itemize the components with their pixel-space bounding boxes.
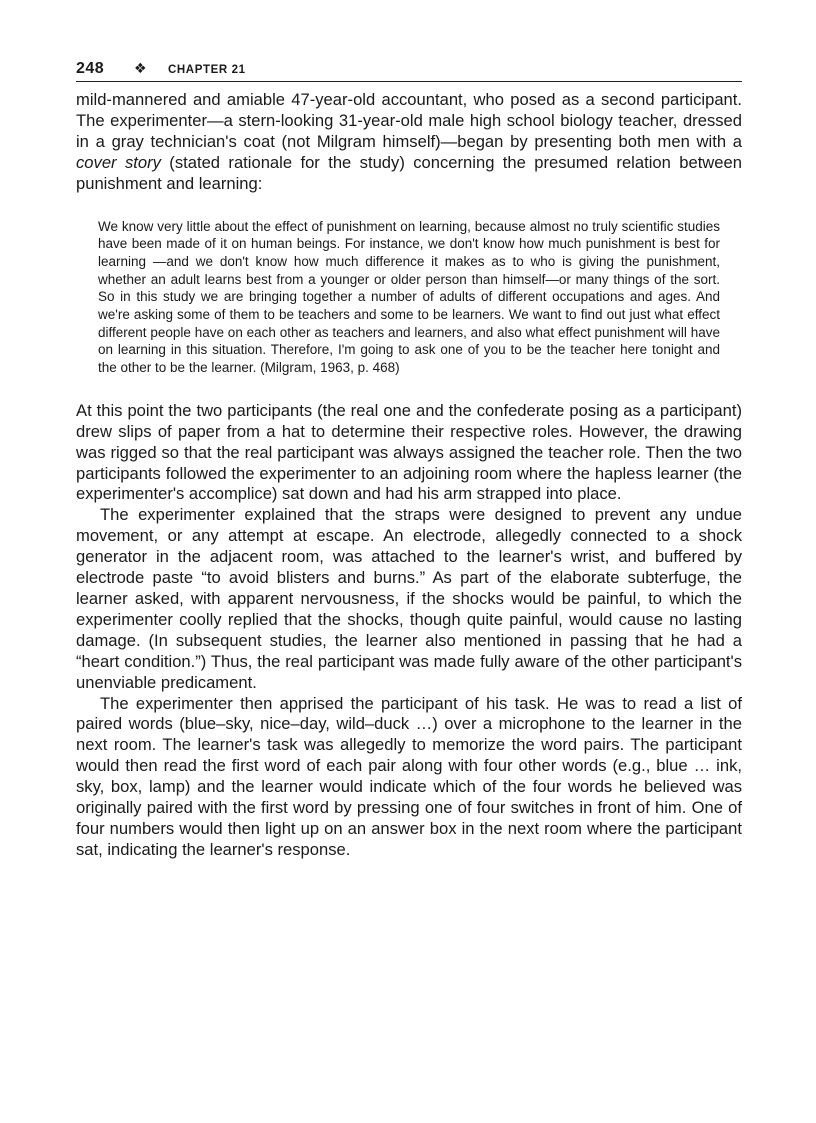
paragraph-3: The experimenter then apprised the participant of his task. He was to read a list of paired words (blue–sky, nice–day, wild–duck …) over a microphone to the learner in the next room. The learner's task was allegedly to memorize the word pairs. The participant would then read the first word of each pair along with four other words (e.g., blue … ink, sky, box, lamp) and the learner would indicate which of the four words he believed was originally paired with the first word by pressing one of four switches in front of him. One of four numbers would then light up on an answer box in the next room where the participant sat, indicating the learner's response. (76, 693, 742, 859)
intro-text-1: mild-mannered and amiable 47-year-old accountant, who posed as a second participant. The experimenter—a stern-looking 31-year-old male high school biology teacher, dressed in a gray technician's coat (not Milgram himself)—began by presenting both men with a (76, 90, 742, 151)
page (76, 60, 742, 861)
intro-paragraph (76, 90, 742, 195)
cover-story-term: cover story (76, 152, 161, 172)
page-number: 248 (76, 60, 105, 77)
paragraph-1: At this point the two participants (the real one and the confederate posing as a participant) drew slips of paper from a hat to determine their respective roles. However, the drawing was rigged so that the real participant was always assigned the teacher role. Then the two participants followed the experimenter to an adjoining room where the hapless learner (the experimenter's accomplice) sat down and had his arm strapped into place. (76, 400, 742, 504)
paragraph-2: The experimenter explained that the straps were designed to prevent any undue movement, or any attempt at escape. An electrode, allegedly connected to a shock generator in the adjacent room, was attached to the learner's wrist, and buffered by electrode paste “to avoid blisters and burns.” As part of the elaborate subterfuge, the learner asked, with apparent nervousness, if the shocks would be painful, to which the experimenter coolly replied that the shocks, though quite painful, would cause no lasting damage. (In subsequent studies, the learner also mentioned in passing that he had a “heart condition.”) Thus, the real participant was made fully aware of the other participant's unenviable predicament. (76, 505, 742, 692)
ornament-icon: ❖ (134, 60, 147, 76)
block-quote: We know very little about the effect of punishment on learning, because almost no truly scientific studies have been made of it on human beings. For instance, we don't know how much punishment is best for learning —and we don't know how much difference it makes as to who is giving the punishment, whether an adult learns best from a younger or older person than himself—or many things of the sort. So in this study we are bringing together a number of adults of different occupations and ages. And we're asking some of them to be teachers and some to be learners. We want to find out just what effect different people have on each other as teachers and learners, and also what effect punishment will have on learning in this situation. Therefore, I'm going to ask one of you to be the teacher here tonight and the other to be the learner. (Milgram, 1963, p. 468) (98, 218, 720, 376)
running-header (76, 60, 742, 82)
intro-text-2: (stated rationale for the study) concerning the presumed relation between punishment and learning: (76, 152, 742, 193)
chapter-label: CHAPTER 21 (168, 64, 246, 76)
